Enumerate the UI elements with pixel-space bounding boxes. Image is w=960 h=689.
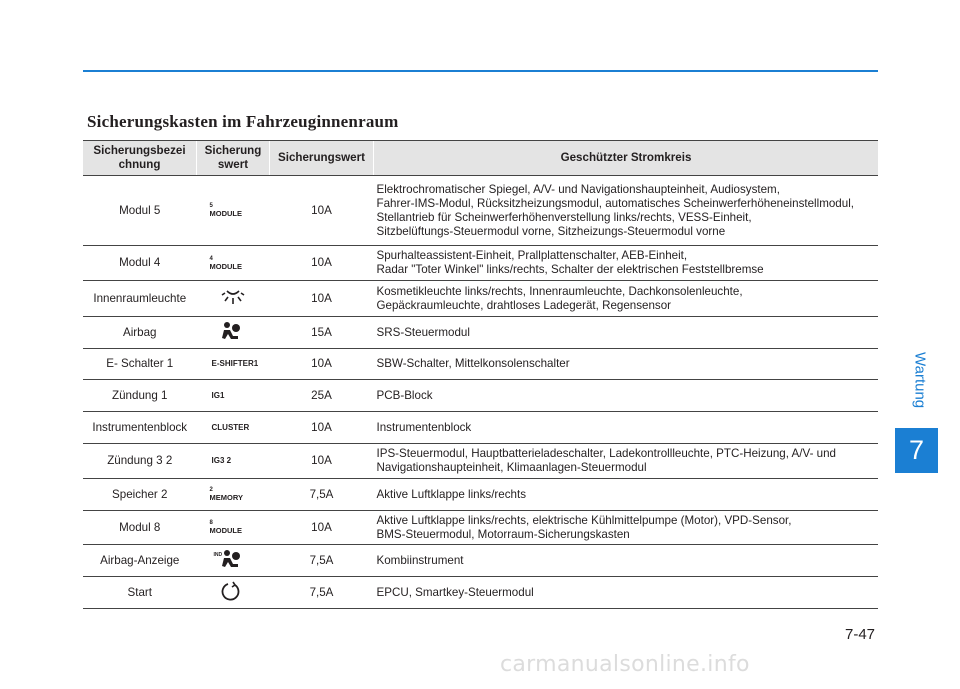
protected-circuit <box>374 317 879 349</box>
fuse-symbol-label: CLUSTER <box>211 422 250 432</box>
table-row <box>83 349 878 380</box>
protected-circuit-line: Stellantrieb für Scheinwerferhöhenverstellung links/rechts, VESS-Einheit, <box>376 210 752 224</box>
chapter-tab-label: Wartung <box>911 351 929 409</box>
protected-circuit-line: SBW-Schalter, Mittelkonsolenschalter <box>376 357 570 370</box>
fuse-name: Airbag-Anzeige <box>83 545 197 577</box>
protected-circuit-line: Aktive Luftklappe links/rechts, elektrische Kühlmittelpumpe (Motor), VPD-Sensor, <box>376 513 792 527</box>
table-row <box>83 380 878 412</box>
table-row <box>83 511 878 545</box>
section-title: Sicherungskasten im Fahrzeuginnenraum <box>87 112 399 131</box>
fuse-rating: 25A <box>270 380 374 412</box>
column-header-value: Sicherungswert <box>270 141 374 176</box>
fuse-name: Zündung 3 2 <box>83 444 197 479</box>
protected-circuit-line: Radar "Toter Winkel" links/rechts, Schalter der elektrischen Feststellbremse <box>376 263 764 276</box>
protected-circuit-line: Fahrer-IMS-Modul, Rücksitzheizungsmodul, automatisches Scheinwerferhöheneinstellmodul, <box>376 196 854 210</box>
table-row <box>83 577 878 609</box>
fuse-symbol <box>197 412 270 444</box>
fuse-name: E- Schalter 1 <box>83 349 197 380</box>
start-icon <box>221 581 241 605</box>
column-header-symbol: Sicherung swert <box>197 141 270 176</box>
fuse-symbol <box>197 281 270 317</box>
protected-circuit-line: EPCU, Smartkey-Steuermodul <box>376 585 534 599</box>
table-row <box>83 545 878 577</box>
fuse-rating: 10A <box>270 511 374 545</box>
fuse-symbol <box>197 349 270 380</box>
fuse-symbol-number: 8 <box>209 520 213 526</box>
fuse-name: Modul 4 <box>83 246 197 281</box>
protected-circuit-line: PCB-Block <box>376 388 433 402</box>
protected-circuit-line: Elektrochromatischer Spiegel, A/V- und Navigationshaupteinheit, Audiosystem, <box>376 182 780 196</box>
table-row <box>83 317 878 349</box>
protected-circuit <box>374 380 879 412</box>
protected-circuit <box>374 176 879 246</box>
protected-circuit-line: Spurhalteassistent-Einheit, Prallplattenschalter, AEB-Einheit, <box>376 249 688 262</box>
fuse-rating: 10A <box>270 349 374 380</box>
fuse-symbol <box>197 545 270 577</box>
fuse-name: Modul 5 <box>83 176 197 246</box>
protected-circuit <box>374 412 879 444</box>
protected-circuit-line: Aktive Luftklappe links/rechts <box>376 487 527 501</box>
fuse-symbol <box>197 317 270 349</box>
table-row <box>83 176 878 246</box>
protected-circuit <box>374 246 879 281</box>
protected-circuit-line: Gepäckraumleuchte, drahtloses Ladegerät, Regensensor <box>376 298 672 312</box>
fuse-table <box>83 140 878 609</box>
fuse-symbol-number: 5 <box>209 203 213 209</box>
fuse-symbol-label: IG1 <box>211 390 225 400</box>
protected-circuit-line: Kombiinstrument <box>376 553 464 567</box>
protected-circuit-line: SRS-Steuermodul <box>376 325 470 339</box>
protected-circuit <box>374 444 879 479</box>
table-header-row <box>83 141 878 176</box>
fuse-symbol-text: MODULE <box>209 209 242 218</box>
fuse-table-body <box>83 176 878 609</box>
fuse-name: Modul 8 <box>83 511 197 545</box>
page-number: 7-47 <box>845 626 876 643</box>
protected-circuit <box>374 545 879 577</box>
table-row <box>83 479 878 511</box>
fuse-rating: 10A <box>270 176 374 246</box>
chapter-number-badge: 7 <box>895 428 938 473</box>
fuse-name: Innenraumleuchte <box>83 281 197 317</box>
interior-lamp-icon <box>221 288 245 310</box>
fuse-rating: 7,5A <box>270 577 374 609</box>
top-rule <box>83 70 878 72</box>
fuse-symbol <box>197 176 270 246</box>
fuse-symbol-label <box>210 487 243 502</box>
fuse-name: Instrumentenblock <box>83 412 197 444</box>
protected-circuit <box>374 349 879 380</box>
protected-circuit-line: Navigationshaupteinheit, Klimaanlagen-Steuermodul <box>376 461 647 474</box>
fuse-rating: 7,5A <box>270 545 374 577</box>
fuse-rating: 10A <box>270 246 374 281</box>
fuse-symbol-label <box>210 520 243 535</box>
fuse-symbol-number: 2 <box>209 487 213 493</box>
fuse-symbol <box>197 380 270 412</box>
fuse-symbol-text: MEMORY <box>209 493 243 502</box>
table-row <box>83 246 878 281</box>
fuse-rating: 7,5A <box>270 479 374 511</box>
column-header-name: Sicherungsbezei chnung <box>83 141 197 176</box>
airbag-icon <box>221 321 241 345</box>
fuse-symbol-label <box>210 203 243 218</box>
fuse-symbol-number: 4 <box>209 255 213 262</box>
fuse-symbol-text: MODULE <box>209 526 242 535</box>
protected-circuit-line: Sitzbelüftungs-Steuermodul vorne, Sitzheizungs-Steuermodul vorne <box>376 224 726 238</box>
airbag-indicator-icon <box>221 549 241 573</box>
fuse-symbol <box>197 577 270 609</box>
protected-circuit <box>374 511 879 545</box>
fuse-name: Zündung 1 <box>83 380 197 412</box>
fuse-symbol <box>197 246 270 281</box>
watermark: carmanualsonline.info <box>500 652 750 677</box>
protected-circuit-line: IPS-Steuermodul, Hauptbatterieladeschalter, Ladekontrollleuchte, PTC-Heizung, A/V- und <box>376 447 837 460</box>
fuse-rating: 10A <box>270 444 374 479</box>
fuse-name: Start <box>83 577 197 609</box>
column-header-circuit: Geschützter Stromkreis <box>374 141 879 176</box>
protected-circuit <box>374 479 879 511</box>
fuse-rating: 10A <box>270 412 374 444</box>
protected-circuit-line: Instrumentenblock <box>376 420 472 434</box>
fuse-symbol-text: MODULE <box>209 261 242 271</box>
fuse-symbol-label: IG3 2 <box>211 456 232 465</box>
indicator-label: IND <box>213 552 223 558</box>
protected-circuit-line: BMS-Steuermodul, Motorraum-Sicherungskasten <box>376 527 630 541</box>
fuse-symbol <box>197 511 270 545</box>
table-row <box>83 412 878 444</box>
fuse-name: Airbag <box>83 317 197 349</box>
protected-circuit <box>374 281 879 317</box>
fuse-symbol <box>197 444 270 479</box>
protected-circuit <box>374 577 879 609</box>
fuse-symbol <box>197 479 270 511</box>
table-row <box>83 444 878 479</box>
fuse-rating: 10A <box>270 281 374 317</box>
table-row <box>83 281 878 317</box>
protected-circuit-line: Kosmetikleuchte links/rechts, Innenraumleuchte, Dachkonsolenleuchte, <box>376 284 743 298</box>
fuse-rating: 15A <box>270 317 374 349</box>
fuse-symbol-label <box>210 256 243 271</box>
fuse-symbol-label: E-SHIFTER1 <box>211 359 259 368</box>
fuse-name: Speicher 2 <box>83 479 197 511</box>
